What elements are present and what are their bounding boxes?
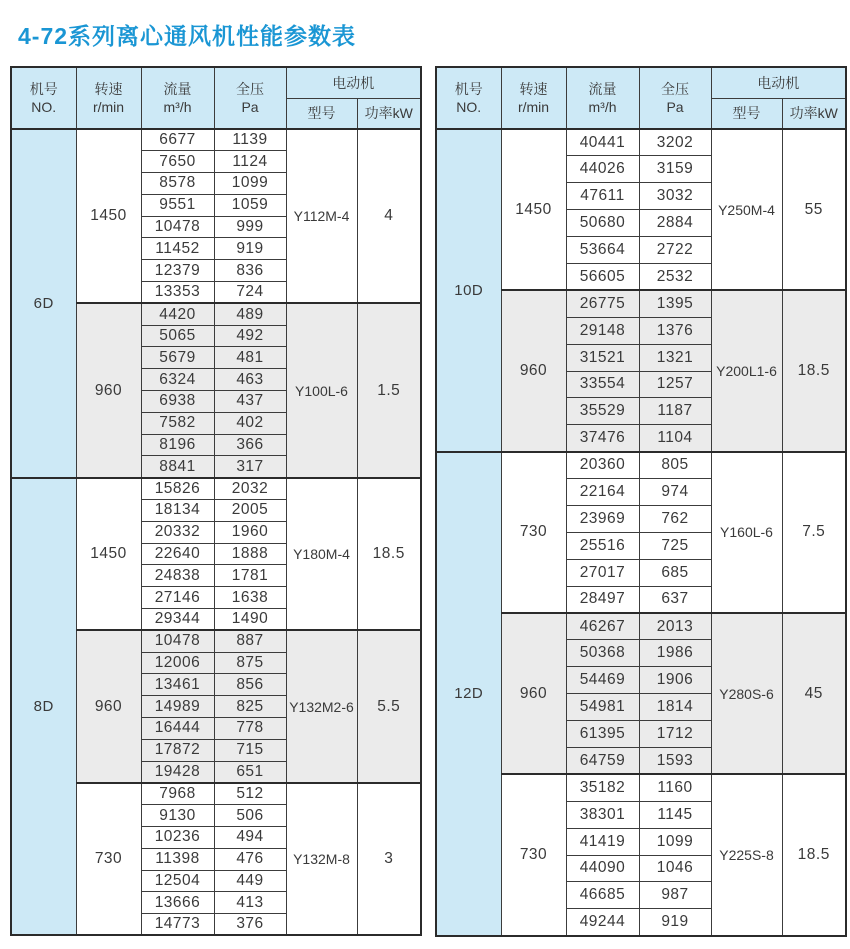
motor-power-cell: 5.5 xyxy=(357,630,421,783)
pressure-cell: 875 xyxy=(214,652,286,674)
pressure-cell: 1888 xyxy=(214,543,286,565)
pressure-cell: 805 xyxy=(639,452,711,479)
flow-cell: 13461 xyxy=(141,674,214,696)
flow-cell: 6324 xyxy=(141,369,214,391)
motor-power-cell: 18.5 xyxy=(782,774,846,935)
fan-performance-table-right xyxy=(435,66,847,937)
pressure-cell: 856 xyxy=(214,674,286,696)
flow-cell: 29344 xyxy=(141,609,214,631)
pressure-cell: 637 xyxy=(639,586,711,613)
motor-model-cell: Y225S-8 xyxy=(711,774,782,935)
pressure-cell: 481 xyxy=(214,347,286,369)
pressure-cell: 492 xyxy=(214,325,286,347)
flow-cell: 31521 xyxy=(566,344,639,371)
pressure-cell: 919 xyxy=(214,238,286,260)
motor-model-cell: Y200L1-6 xyxy=(711,290,782,451)
table-header xyxy=(11,67,421,129)
motor-power-cell: 1.5 xyxy=(357,303,421,477)
table-row xyxy=(436,129,846,156)
motor-model-cell: Y100L-6 xyxy=(286,303,357,477)
flow-cell: 46685 xyxy=(566,882,639,909)
table-header xyxy=(436,67,846,129)
pressure-cell: 512 xyxy=(214,783,286,805)
flow-cell: 47611 xyxy=(566,183,639,210)
pressure-cell: 1321 xyxy=(639,344,711,371)
flow-cell: 27146 xyxy=(141,587,214,609)
speed-cell: 1450 xyxy=(501,129,566,290)
pressure-cell: 1395 xyxy=(639,290,711,317)
pressure-cell: 476 xyxy=(214,848,286,870)
flow-cell: 9130 xyxy=(141,805,214,827)
speed-cell: 1450 xyxy=(76,129,141,303)
flow-cell: 49244 xyxy=(566,909,639,936)
pressure-cell: 2032 xyxy=(214,478,286,500)
flow-cell: 40441 xyxy=(566,129,639,156)
flow-cell: 4420 xyxy=(141,303,214,325)
motor-model-cell: Y112M-4 xyxy=(286,129,357,303)
header-pressure: 全压 Pa xyxy=(214,67,286,129)
pressure-cell: 651 xyxy=(214,761,286,783)
motor-power-cell: 4 xyxy=(357,129,421,303)
pressure-cell: 1781 xyxy=(214,565,286,587)
speed-cell: 960 xyxy=(76,630,141,783)
pressure-cell: 762 xyxy=(639,505,711,532)
pressure-cell: 974 xyxy=(639,479,711,506)
pressure-cell: 1187 xyxy=(639,398,711,425)
machine-no-cell: 10D xyxy=(436,129,501,452)
page-title: 4-72系列离心通风机性能参数表 xyxy=(18,23,357,49)
pressure-cell: 494 xyxy=(214,827,286,849)
pressure-cell: 1124 xyxy=(214,151,286,173)
table-row xyxy=(11,129,421,151)
flow-cell: 22640 xyxy=(141,543,214,565)
flow-cell: 22164 xyxy=(566,479,639,506)
flow-cell: 10478 xyxy=(141,630,214,652)
flow-cell: 50368 xyxy=(566,640,639,667)
flow-cell: 8578 xyxy=(141,173,214,195)
pressure-cell: 3032 xyxy=(639,183,711,210)
flow-cell: 17872 xyxy=(141,739,214,761)
speed-cell: 960 xyxy=(501,613,566,774)
pressure-cell: 506 xyxy=(214,805,286,827)
motor-power-cell: 18.5 xyxy=(782,290,846,451)
pressure-cell: 1638 xyxy=(214,587,286,609)
header-motor-model: 型号 xyxy=(286,98,357,129)
pressure-cell: 1986 xyxy=(639,640,711,667)
pressure-cell: 3202 xyxy=(639,129,711,156)
flow-cell: 38301 xyxy=(566,801,639,828)
flow-cell: 8841 xyxy=(141,456,214,478)
flow-cell: 24838 xyxy=(141,565,214,587)
flow-cell: 28497 xyxy=(566,586,639,613)
pressure-cell: 685 xyxy=(639,559,711,586)
table-row xyxy=(436,452,846,479)
flow-cell: 56605 xyxy=(566,263,639,290)
motor-model-cell: Y280S-6 xyxy=(711,613,782,774)
pressure-cell: 724 xyxy=(214,282,286,304)
pressure-cell: 778 xyxy=(214,718,286,740)
flow-cell: 29148 xyxy=(566,317,639,344)
pressure-cell: 987 xyxy=(639,882,711,909)
flow-cell: 35529 xyxy=(566,398,639,425)
pressure-cell: 1712 xyxy=(639,721,711,748)
pressure-cell: 1104 xyxy=(639,425,711,452)
flow-cell: 53664 xyxy=(566,237,639,264)
pressure-cell: 725 xyxy=(639,532,711,559)
pressure-cell: 887 xyxy=(214,630,286,652)
speed-cell: 730 xyxy=(76,783,141,936)
flow-cell: 5065 xyxy=(141,325,214,347)
pressure-cell: 999 xyxy=(214,216,286,238)
pressure-cell: 1376 xyxy=(639,317,711,344)
flow-cell: 18134 xyxy=(141,500,214,522)
header-flow: 流量 m³/h xyxy=(141,67,214,129)
fan-performance-table-left xyxy=(10,66,422,936)
flow-cell: 14989 xyxy=(141,696,214,718)
flow-cell: 5679 xyxy=(141,347,214,369)
pressure-cell: 449 xyxy=(214,870,286,892)
header-speed: 转速 r/min xyxy=(76,67,141,129)
flow-cell: 11452 xyxy=(141,238,214,260)
flow-cell: 25516 xyxy=(566,532,639,559)
motor-model-cell: Y132M2-6 xyxy=(286,630,357,783)
header-speed: 转速 r/min xyxy=(501,67,566,129)
motor-model-cell: Y250M-4 xyxy=(711,129,782,290)
flow-cell: 12504 xyxy=(141,870,214,892)
flow-cell: 50680 xyxy=(566,210,639,237)
pressure-cell: 376 xyxy=(214,914,286,936)
table-body xyxy=(11,129,421,935)
flow-cell: 44090 xyxy=(566,855,639,882)
pressure-cell: 489 xyxy=(214,303,286,325)
flow-cell: 12006 xyxy=(141,652,214,674)
flow-cell: 37476 xyxy=(566,425,639,452)
flow-cell: 10478 xyxy=(141,216,214,238)
flow-cell: 26775 xyxy=(566,290,639,317)
pressure-cell: 3159 xyxy=(639,156,711,183)
pressure-cell: 1906 xyxy=(639,667,711,694)
header-motor-power: 功率kW xyxy=(357,98,421,129)
pressure-cell: 1099 xyxy=(214,173,286,195)
pressure-cell: 919 xyxy=(639,909,711,936)
table-row xyxy=(11,478,421,500)
machine-no-cell: 12D xyxy=(436,452,501,936)
table-body xyxy=(436,129,846,936)
flow-cell: 13353 xyxy=(141,282,214,304)
flow-cell: 16444 xyxy=(141,718,214,740)
pressure-cell: 2005 xyxy=(214,500,286,522)
flow-cell: 27017 xyxy=(566,559,639,586)
pressure-cell: 1814 xyxy=(639,694,711,721)
speed-cell: 1450 xyxy=(76,478,141,631)
motor-model-cell: Y160L-6 xyxy=(711,452,782,613)
header-flow: 流量 m³/h xyxy=(566,67,639,129)
flow-cell: 33554 xyxy=(566,371,639,398)
pressure-cell: 413 xyxy=(214,892,286,914)
header-motor: 电动机 xyxy=(286,67,421,98)
speed-cell: 730 xyxy=(501,452,566,613)
motor-power-cell: 18.5 xyxy=(357,478,421,631)
flow-cell: 64759 xyxy=(566,747,639,774)
header-motor-model: 型号 xyxy=(711,98,782,129)
flow-cell: 9551 xyxy=(141,194,214,216)
pressure-cell: 1046 xyxy=(639,855,711,882)
pressure-cell: 1257 xyxy=(639,371,711,398)
motor-model-cell: Y180M-4 xyxy=(286,478,357,631)
pressure-cell: 825 xyxy=(214,696,286,718)
motor-power-cell: 7.5 xyxy=(782,452,846,613)
flow-cell: 41419 xyxy=(566,828,639,855)
flow-cell: 61395 xyxy=(566,721,639,748)
pressure-cell: 1099 xyxy=(639,828,711,855)
motor-power-cell: 45 xyxy=(782,613,846,774)
pressure-cell: 2532 xyxy=(639,263,711,290)
pressure-cell: 2884 xyxy=(639,210,711,237)
flow-cell: 6677 xyxy=(141,129,214,151)
header-machine-no: 机号 NO. xyxy=(11,67,76,129)
flow-cell: 54469 xyxy=(566,667,639,694)
flow-cell: 11398 xyxy=(141,848,214,870)
flow-cell: 20360 xyxy=(566,452,639,479)
header-motor-power: 功率kW xyxy=(782,98,846,129)
pressure-cell: 1593 xyxy=(639,747,711,774)
pressure-cell: 366 xyxy=(214,434,286,456)
pressure-cell: 1059 xyxy=(214,194,286,216)
pressure-cell: 2013 xyxy=(639,613,711,640)
flow-cell: 44026 xyxy=(566,156,639,183)
motor-power-cell: 55 xyxy=(782,129,846,290)
header-motor: 电动机 xyxy=(711,67,846,98)
pressure-cell: 463 xyxy=(214,369,286,391)
pressure-cell: 317 xyxy=(214,456,286,478)
speed-cell: 960 xyxy=(76,303,141,477)
flow-cell: 7582 xyxy=(141,412,214,434)
pressure-cell: 1960 xyxy=(214,521,286,543)
flow-cell: 15826 xyxy=(141,478,214,500)
speed-cell: 730 xyxy=(501,774,566,935)
pressure-cell: 437 xyxy=(214,391,286,413)
tables-container xyxy=(10,66,844,937)
flow-cell: 7650 xyxy=(141,151,214,173)
header-machine-no: 机号 NO. xyxy=(436,67,501,129)
flow-cell: 20332 xyxy=(141,521,214,543)
header-pressure: 全压 Pa xyxy=(639,67,711,129)
flow-cell: 7968 xyxy=(141,783,214,805)
pressure-cell: 1139 xyxy=(214,129,286,151)
speed-cell: 960 xyxy=(501,290,566,451)
flow-cell: 8196 xyxy=(141,434,214,456)
pressure-cell: 836 xyxy=(214,260,286,282)
flow-cell: 23969 xyxy=(566,505,639,532)
flow-cell: 13666 xyxy=(141,892,214,914)
pressure-cell: 1145 xyxy=(639,801,711,828)
flow-cell: 35182 xyxy=(566,774,639,801)
flow-cell: 14773 xyxy=(141,914,214,936)
pressure-cell: 715 xyxy=(214,739,286,761)
flow-cell: 46267 xyxy=(566,613,639,640)
flow-cell: 54981 xyxy=(566,694,639,721)
motor-model-cell: Y132M-8 xyxy=(286,783,357,936)
pressure-cell: 402 xyxy=(214,412,286,434)
flow-cell: 12379 xyxy=(141,260,214,282)
pressure-cell: 1490 xyxy=(214,609,286,631)
machine-no-cell: 6D xyxy=(11,129,76,478)
pressure-cell: 2722 xyxy=(639,237,711,264)
flow-cell: 10236 xyxy=(141,827,214,849)
pressure-cell: 1160 xyxy=(639,774,711,801)
flow-cell: 6938 xyxy=(141,391,214,413)
flow-cell: 19428 xyxy=(141,761,214,783)
machine-no-cell: 8D xyxy=(11,478,76,936)
motor-power-cell: 3 xyxy=(357,783,421,936)
